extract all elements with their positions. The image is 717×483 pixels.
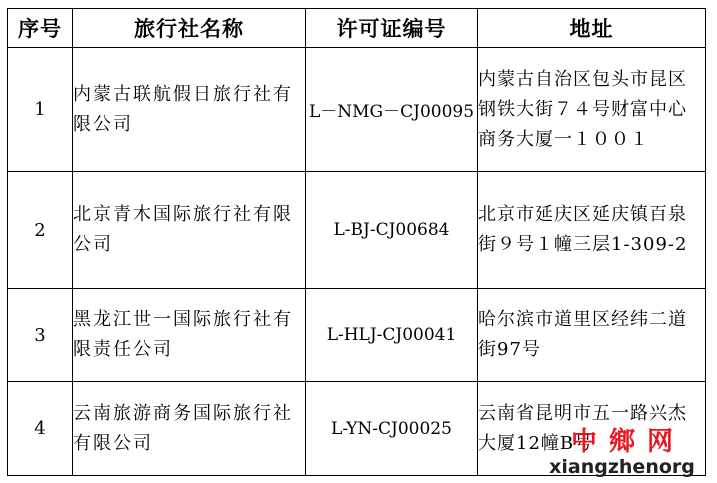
row-address: 云南省昆明市五一路兴杰大厦12幢B号 xyxy=(478,382,706,476)
table-row xyxy=(8,48,706,172)
row-serial-number: 1 xyxy=(8,48,73,172)
header-address: 地址 xyxy=(478,9,706,48)
watermark-logo-text: 中鄉网 xyxy=(570,427,685,457)
row-license-number: L-YN-CJ00025 xyxy=(306,382,478,476)
travel-agency-table xyxy=(7,8,706,476)
row-address: 北京市延庆区延庆镇百泉街９号１幢三层1-309-2 xyxy=(478,172,706,289)
row-agency-name: 云南旅游商务国际旅行社有限公司 xyxy=(73,382,306,476)
site-watermark-logo xyxy=(537,428,707,478)
row-serial-number: 3 xyxy=(8,289,73,382)
table-row xyxy=(8,172,706,289)
row-license-number: L－NMG－CJ00095 xyxy=(306,48,478,172)
header-agency-name: 旅行社名称 xyxy=(73,9,306,48)
table-row xyxy=(8,289,706,382)
row-agency-name: 内蒙古联航假日旅行社有限公司 xyxy=(73,48,306,172)
row-serial-number: 2 xyxy=(8,172,73,289)
row-agency-name: 北京青木国际旅行社有限公司 xyxy=(73,172,306,289)
table-header-row xyxy=(8,9,706,48)
row-agency-name: 黑龙江世一国际旅行社有限责任公司 xyxy=(73,289,306,382)
row-license-number: L-BJ-CJ00684 xyxy=(306,172,478,289)
row-serial-number: 4 xyxy=(8,382,73,476)
header-serial-number: 序号 xyxy=(8,9,73,48)
row-address: 哈尔滨市道里区经纬二道街97号 xyxy=(478,289,706,382)
row-license-number: L-HLJ-CJ00041 xyxy=(306,289,478,382)
row-address: 内蒙古自治区包头市昆区钢铁大街７４号财富中心商务大厦一１００１ xyxy=(478,48,706,172)
watermark-domain-text: xiangzhenorg xyxy=(549,456,695,478)
header-license-number: 许可证编号 xyxy=(306,9,478,48)
